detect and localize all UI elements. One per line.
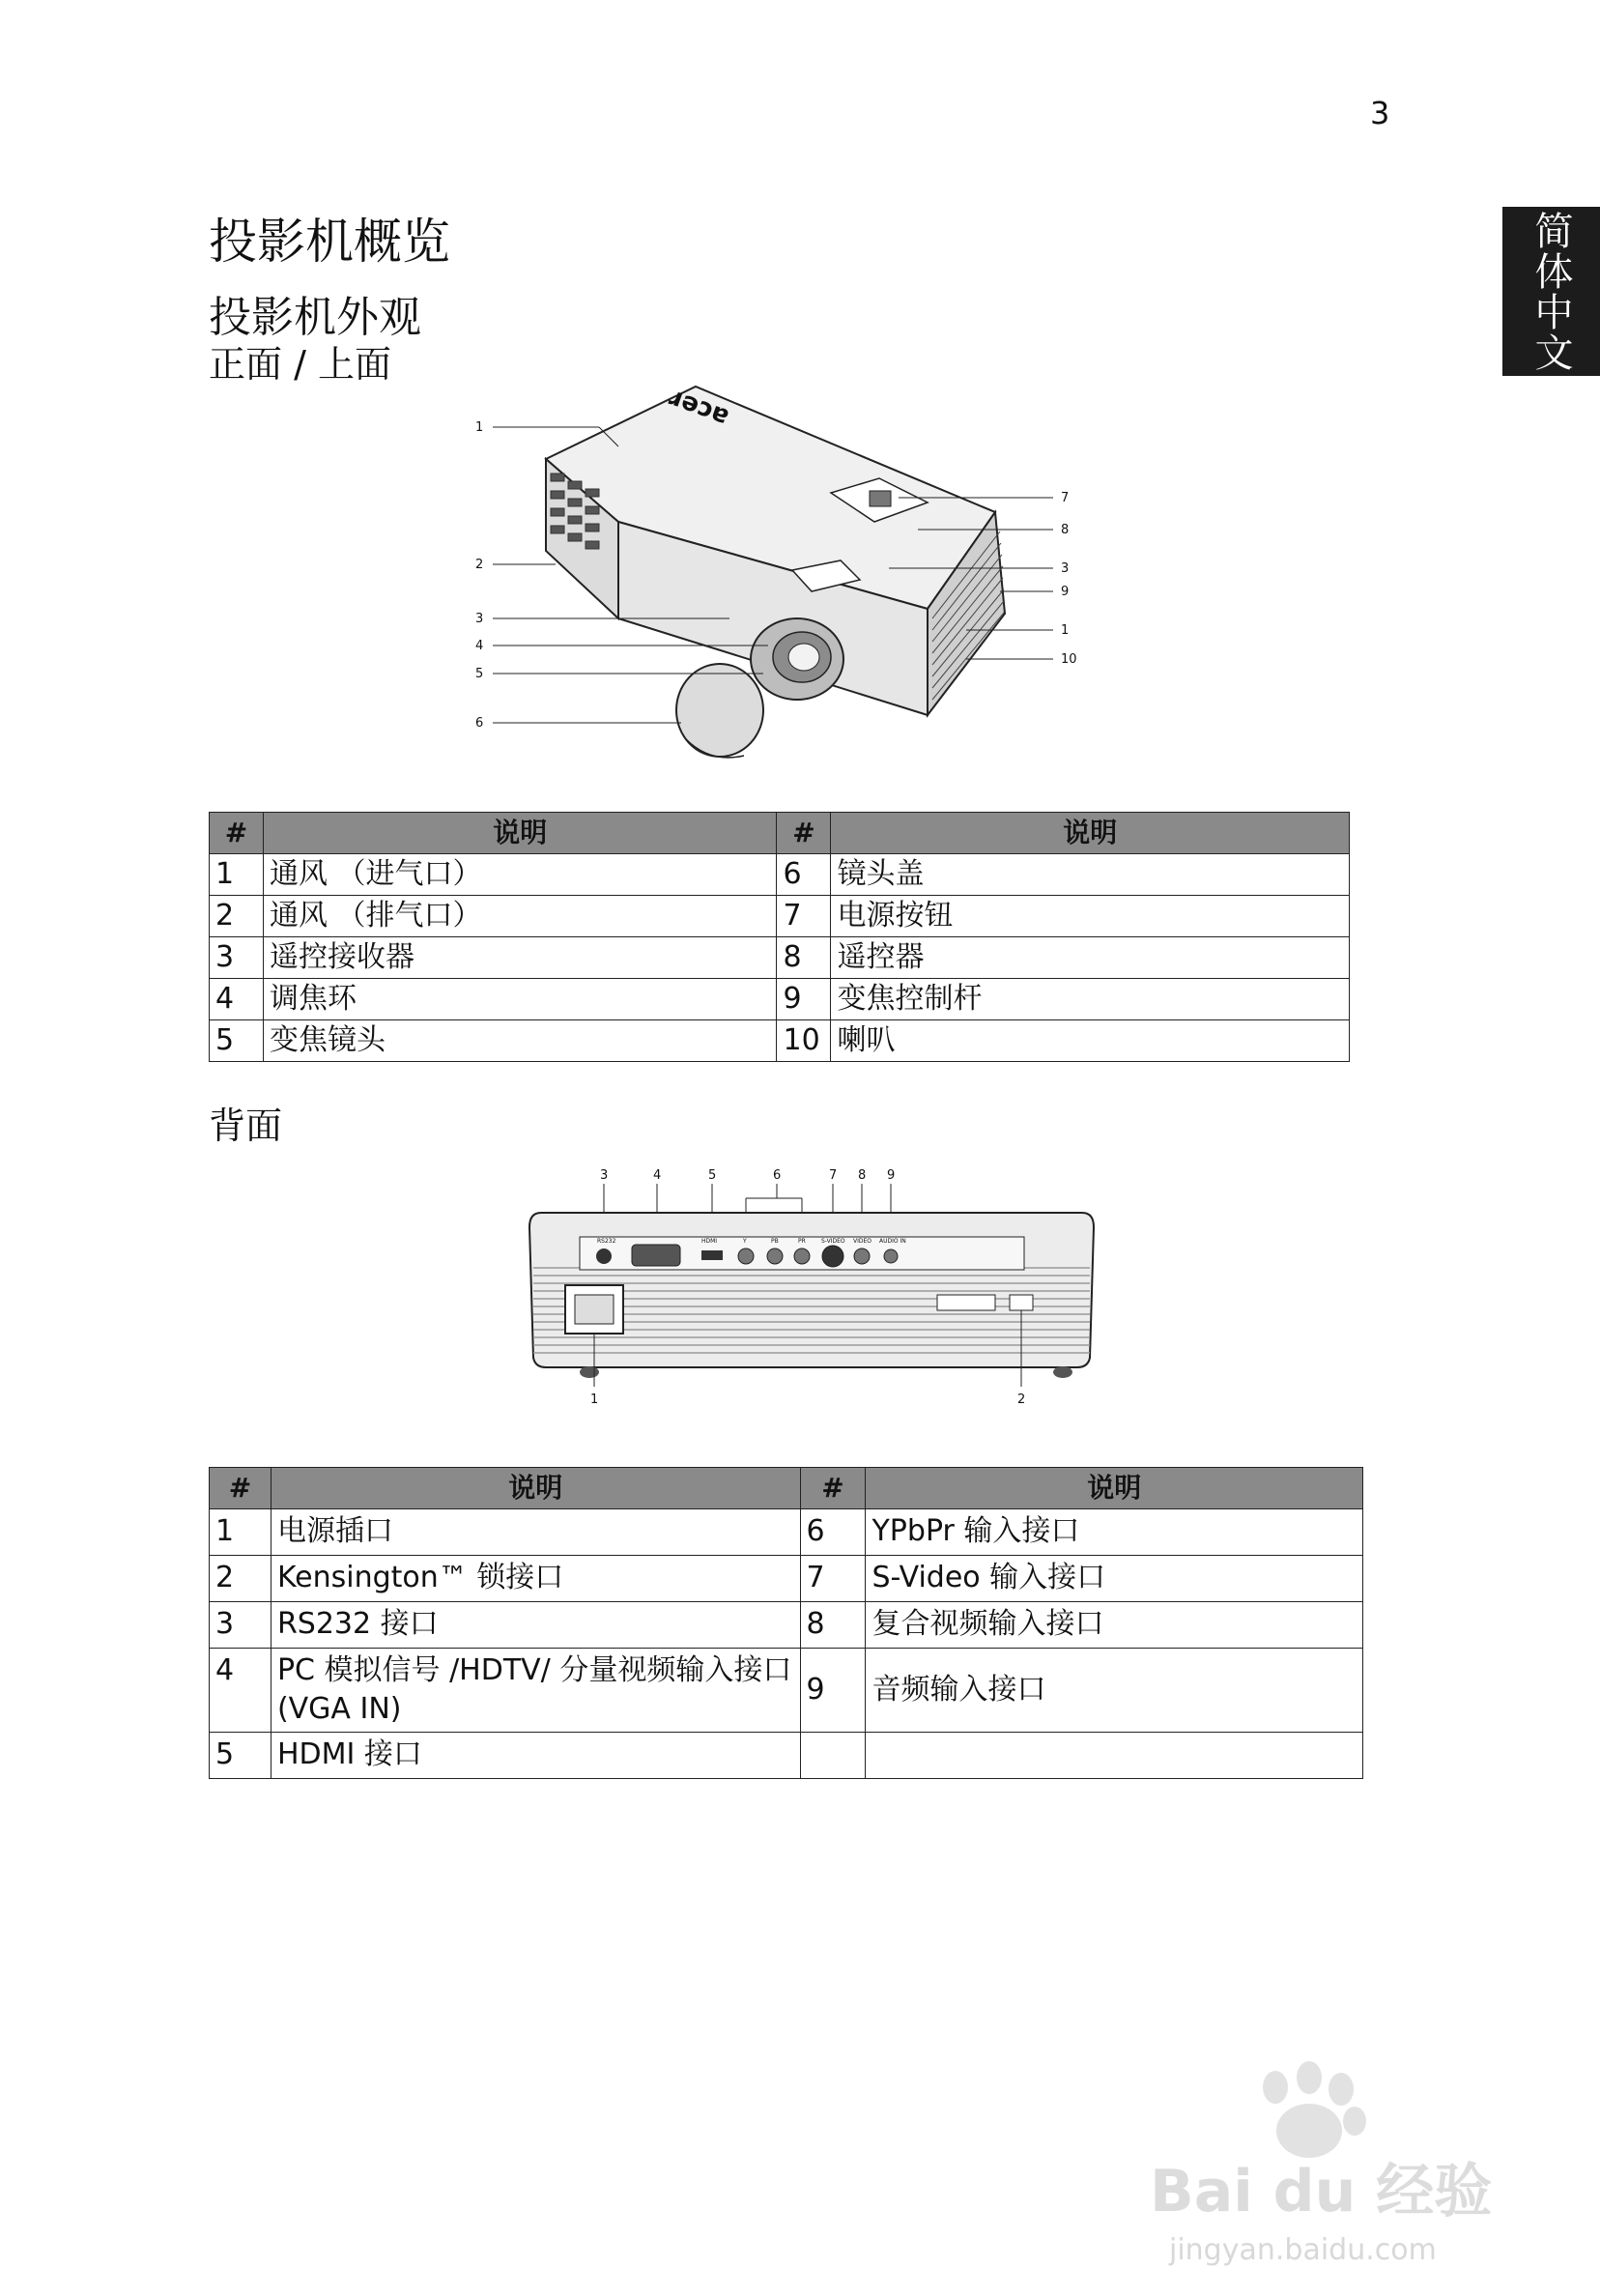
- paw-icon: [1263, 2061, 1366, 2158]
- table-cell: 7: [777, 896, 831, 937]
- table-cell: 9: [800, 1649, 866, 1733]
- table-header-row: [210, 813, 1350, 854]
- table-cell: PC 模拟信号 /HDTV/ 分量视频输入接口 (VGA IN): [271, 1649, 800, 1733]
- port-label: VIDEO: [853, 1238, 872, 1245]
- table-cell: 6: [800, 1509, 866, 1556]
- projector-back-illustration: [522, 1160, 1101, 1411]
- label-plate: [937, 1295, 995, 1310]
- table-header: #: [210, 1468, 271, 1509]
- table-header: 说明: [263, 813, 777, 854]
- pb-port: [767, 1248, 783, 1264]
- callout-label: 7: [1061, 491, 1070, 505]
- table-cell: 通风 （排气口）: [263, 896, 777, 937]
- table-row: [210, 937, 1350, 979]
- table-cell: 电源插口: [271, 1509, 800, 1556]
- video-port: [854, 1248, 870, 1264]
- table-cell: 1: [210, 854, 264, 896]
- power-button: [870, 491, 891, 506]
- table-cell: [800, 1733, 866, 1779]
- s-video-port: [822, 1246, 843, 1267]
- table-row: [210, 1020, 1350, 1062]
- callout-label: 4: [475, 639, 484, 653]
- table-row: [210, 1509, 1363, 1556]
- table-row: [210, 854, 1350, 896]
- power-socket-inner: [575, 1295, 614, 1324]
- table-cell: 变焦控制杆: [831, 979, 1350, 1020]
- table-cell: [866, 1733, 1363, 1779]
- port-label: Y: [743, 1238, 747, 1245]
- front-parts-table: [209, 812, 1350, 1062]
- table-row: [210, 1602, 1363, 1649]
- table-row: [210, 1556, 1363, 1602]
- port-label: PB: [771, 1238, 779, 1245]
- table-cell: 5: [210, 1733, 271, 1779]
- callout-label: 8: [858, 1168, 867, 1183]
- watermark-url: jingyan.baidu.com: [1169, 2233, 1437, 2267]
- callout-label: 8: [1061, 523, 1070, 537]
- table-cell: 4: [210, 1649, 271, 1733]
- table-cell: 调焦环: [263, 979, 777, 1020]
- table-cell: 10: [777, 1020, 831, 1062]
- table-row: [210, 979, 1350, 1020]
- callout-label: 2: [1017, 1392, 1026, 1407]
- table-cell: 7: [800, 1556, 866, 1602]
- port-label: PR: [798, 1238, 806, 1245]
- callout-label: 3: [1061, 561, 1070, 576]
- callout-label: 5: [708, 1168, 717, 1183]
- table-cell: YPbPr 输入接口: [866, 1509, 1363, 1556]
- table-header: #: [800, 1468, 866, 1509]
- table-header: 说明: [831, 813, 1350, 854]
- callout-label: 1: [1061, 623, 1070, 638]
- watermark-brand: Bai du 经验: [1150, 2158, 1493, 2225]
- page-number: 3: [1370, 95, 1390, 131]
- callout-label: 9: [887, 1168, 896, 1183]
- table-cell: 遥控接收器: [263, 937, 777, 979]
- foot: [580, 1366, 599, 1378]
- subsection-title: 投影机外观: [209, 293, 421, 342]
- table-cell: 遥控器: [831, 937, 1350, 979]
- table-header-row: [210, 1468, 1363, 1509]
- callout-label: 1: [475, 420, 484, 435]
- table-cell: 2: [210, 896, 264, 937]
- hdmi-port: [701, 1250, 723, 1260]
- lens-glass: [788, 644, 819, 671]
- table-cell: 6: [777, 854, 831, 896]
- table-header: #: [210, 813, 264, 854]
- callout-label: 4: [653, 1168, 662, 1183]
- table-cell: 4: [210, 979, 264, 1020]
- port-label: AUDIO IN: [879, 1238, 906, 1245]
- language-tab: [1502, 207, 1600, 376]
- table-header: 说明: [271, 1468, 800, 1509]
- table-cell: 电源按钮: [831, 896, 1350, 937]
- table-cell: 8: [777, 937, 831, 979]
- foot: [1053, 1366, 1072, 1378]
- callout-label: 2: [475, 558, 484, 572]
- callout-label: 9: [1061, 585, 1070, 599]
- callout-label: 7: [829, 1168, 838, 1183]
- back-heading: 背面: [209, 1105, 283, 1147]
- table-cell: 音频输入接口: [866, 1649, 1363, 1733]
- table-cell: 变焦镜头: [263, 1020, 777, 1062]
- table-row: [210, 1733, 1363, 1779]
- callout-label: 6: [773, 1168, 782, 1183]
- table-cell: 2: [210, 1556, 271, 1602]
- rs232-port: [596, 1248, 612, 1264]
- callout-label: 3: [600, 1168, 609, 1183]
- table-cell: 5: [210, 1020, 264, 1062]
- table-header: 说明: [866, 1468, 1363, 1509]
- back-parts-table: [209, 1467, 1363, 1779]
- table-cell: 复合视频输入接口: [866, 1602, 1363, 1649]
- table-cell: HDMI 接口: [271, 1733, 800, 1779]
- table-cell: S-Video 输入接口: [866, 1556, 1363, 1602]
- callout-label: 3: [475, 612, 484, 626]
- table-cell: 3: [210, 937, 264, 979]
- table-cell: 3: [210, 1602, 271, 1649]
- table-cell: 8: [800, 1602, 866, 1649]
- table-cell: 镜头盖: [831, 854, 1350, 896]
- kensington-lock-slot: [1010, 1295, 1033, 1310]
- table-row: [210, 896, 1350, 937]
- vga-port: [632, 1245, 680, 1266]
- baidu-jingyan-watermark: [1130, 2049, 1517, 2271]
- projector-front-illustration: [473, 377, 1092, 783]
- section-title: 投影机概览: [209, 214, 450, 270]
- pr-port: [794, 1248, 810, 1264]
- brand-logo: acer: [665, 384, 733, 433]
- table-row: [210, 1649, 1363, 1733]
- front-top-heading: 正面 / 上面: [209, 343, 391, 386]
- callout-label: 1: [590, 1392, 599, 1407]
- table-cell: 1: [210, 1509, 271, 1556]
- callout-label: 5: [475, 667, 484, 681]
- callout-label: 10: [1061, 652, 1077, 667]
- port-label: RS232: [597, 1238, 616, 1245]
- table-cell: 喇叭: [831, 1020, 1350, 1062]
- table-cell: 通风 （进气口）: [263, 854, 777, 896]
- table-cell: 9: [777, 979, 831, 1020]
- y-port: [738, 1248, 754, 1264]
- callout-label: 6: [475, 716, 484, 731]
- port-label: HDMI: [701, 1238, 718, 1245]
- table-cell: Kensington™ 锁接口: [271, 1556, 800, 1602]
- port-label: S-VIDEO: [821, 1238, 845, 1245]
- table-cell: RS232 接口: [271, 1602, 800, 1649]
- audio-in-port: [884, 1249, 898, 1263]
- language-tab-label: 简体中文: [1529, 210, 1573, 373]
- table-header: #: [777, 813, 831, 854]
